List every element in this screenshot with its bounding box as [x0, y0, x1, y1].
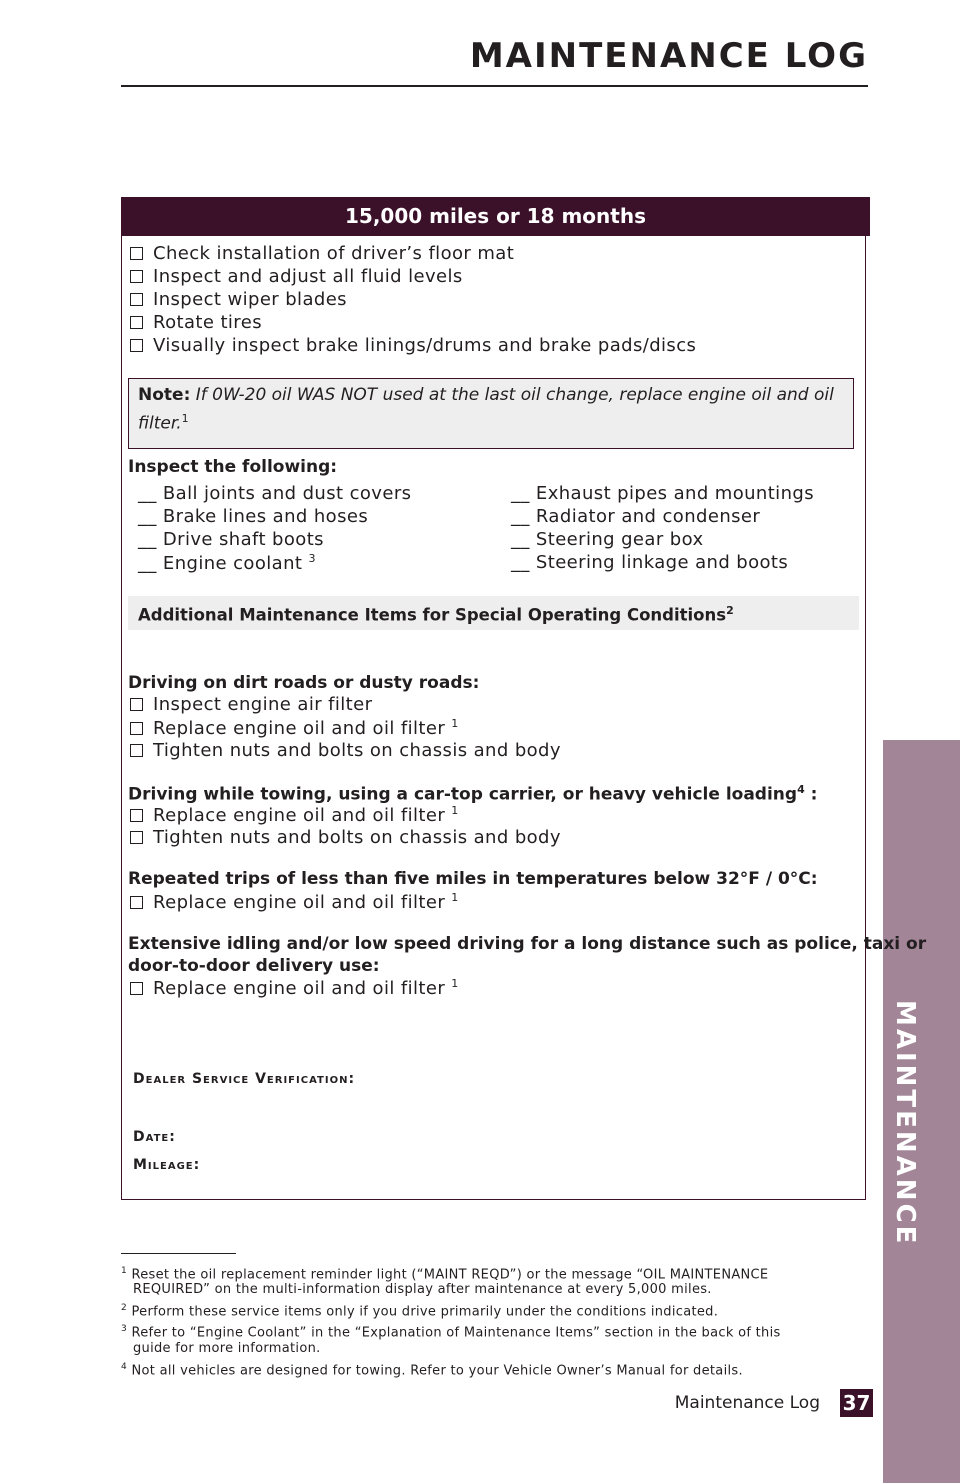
- inspect-item: __ Drive shaft boots: [138, 529, 324, 550]
- checkbox-icon[interactable]: [130, 744, 143, 757]
- page-number: 37: [840, 1389, 873, 1417]
- checklist-item[interactable]: Replace engine oil and oil filter $^1$: [130, 804, 459, 826]
- side-tab-label: MAINTENANCE: [890, 1000, 920, 1247]
- checklist-item[interactable]: Inspect wiper blades: [130, 289, 347, 310]
- inspect-item: __ Ball joints and dust covers: [138, 483, 412, 504]
- checkbox-icon[interactable]: [130, 722, 143, 735]
- special-conditions-title: Additional Maintenance Items for Special Operating Conditions$^2$: [138, 604, 734, 625]
- checklist-item[interactable]: Rotate tires: [130, 312, 262, 333]
- checklist-item[interactable]: Tighten nuts and bolts on chassis and body: [130, 740, 561, 761]
- inspect-item: __ Exhaust pipes and mountings: [511, 483, 814, 504]
- footnote-rule: [121, 1253, 236, 1254]
- page-title: MAINTENANCE LOG: [469, 36, 868, 76]
- footnote-continued: guide for more information.: [133, 1341, 321, 1356]
- checkbox-icon[interactable]: [130, 339, 143, 352]
- footnote-continued: REQUIRED” on the multi-information display after maintenance at every 5,000 miles.: [133, 1282, 712, 1297]
- checklist-item[interactable]: Tighten nuts and bolts on chassis and body: [130, 827, 561, 848]
- inspect-item: __ Radiator and condenser: [511, 506, 761, 527]
- title-rule: [121, 85, 868, 87]
- checklist-item[interactable]: Replace engine oil and oil filter $^1$: [130, 891, 459, 913]
- checkbox-icon[interactable]: [130, 293, 143, 306]
- interval-header: 15,000 miles or 18 months: [121, 197, 870, 236]
- condition-heading: Driving while towing, using a car-top carrier, or heavy vehicle loading$^4$ :: [128, 783, 818, 805]
- checklist-item[interactable]: Inspect and adjust all fluid levels: [130, 266, 463, 287]
- checklist-item[interactable]: Inspect engine air filter: [130, 694, 372, 715]
- checkbox-icon[interactable]: [130, 316, 143, 329]
- checklist-item[interactable]: Visually inspect brake linings/drums and brake pads/discs: [130, 335, 696, 356]
- checklist-item[interactable]: Replace engine oil and oil filter $^1$: [130, 977, 459, 999]
- dealer-verification-label: Dealer Service Verification:: [133, 1071, 356, 1087]
- condition-heading: door-to-door delivery use:: [128, 956, 380, 976]
- checklist-item[interactable]: Replace engine oil and oil filter $^1$: [130, 717, 459, 739]
- checkbox-icon[interactable]: [130, 982, 143, 995]
- footnote: $^4$ Not all vehicles are designed for towing. Refer to your Vehicle Owner’s Manual for details.: [121, 1362, 743, 1379]
- checkbox-icon[interactable]: [130, 698, 143, 711]
- footer-section-label: Maintenance Log: [674, 1393, 820, 1413]
- checkbox-icon[interactable]: [130, 247, 143, 260]
- inspect-item: __ Steering linkage and boots: [511, 552, 789, 573]
- footnote: $^3$ Refer to “Engine Coolant” in the “Explanation of Maintenance Items” section in the back of this: [121, 1324, 781, 1341]
- note: Note: If 0W-20 oil WAS NOT used at the last oil change, replace engine oil and oil filter.$^1$: [138, 385, 834, 434]
- inspect-item: __ Steering gear box: [511, 529, 704, 550]
- inspect-item: __ Engine coolant $^3$: [138, 552, 316, 574]
- condition-heading: Driving on dirt roads or dusty roads:: [128, 673, 480, 693]
- date-label: Date:: [133, 1129, 176, 1145]
- condition-heading: Extensive idling and/or low speed driving for a long distance such as police, taxi or: [128, 934, 927, 954]
- condition-heading: Repeated trips of less than five miles in temperatures below 32°F / 0°C:: [128, 869, 818, 889]
- footnote: $^1$ Reset the oil replacement reminder light (“MAINT REQD”) or the message “OIL MAINTENANCE: [121, 1266, 769, 1283]
- footnote: $^2$ Perform these service items only if you drive primarily under the conditions indicated.: [121, 1303, 719, 1320]
- checkbox-icon[interactable]: [130, 831, 143, 844]
- checkbox-icon[interactable]: [130, 270, 143, 283]
- mileage-label: Mileage:: [133, 1157, 201, 1173]
- checkbox-icon[interactable]: [130, 809, 143, 822]
- inspect-item: __ Brake lines and hoses: [138, 506, 369, 527]
- checkbox-icon[interactable]: [130, 896, 143, 909]
- checklist-item[interactable]: Check installation of driver’s floor mat: [130, 243, 514, 264]
- inspect-heading: Inspect the following:: [128, 457, 338, 477]
